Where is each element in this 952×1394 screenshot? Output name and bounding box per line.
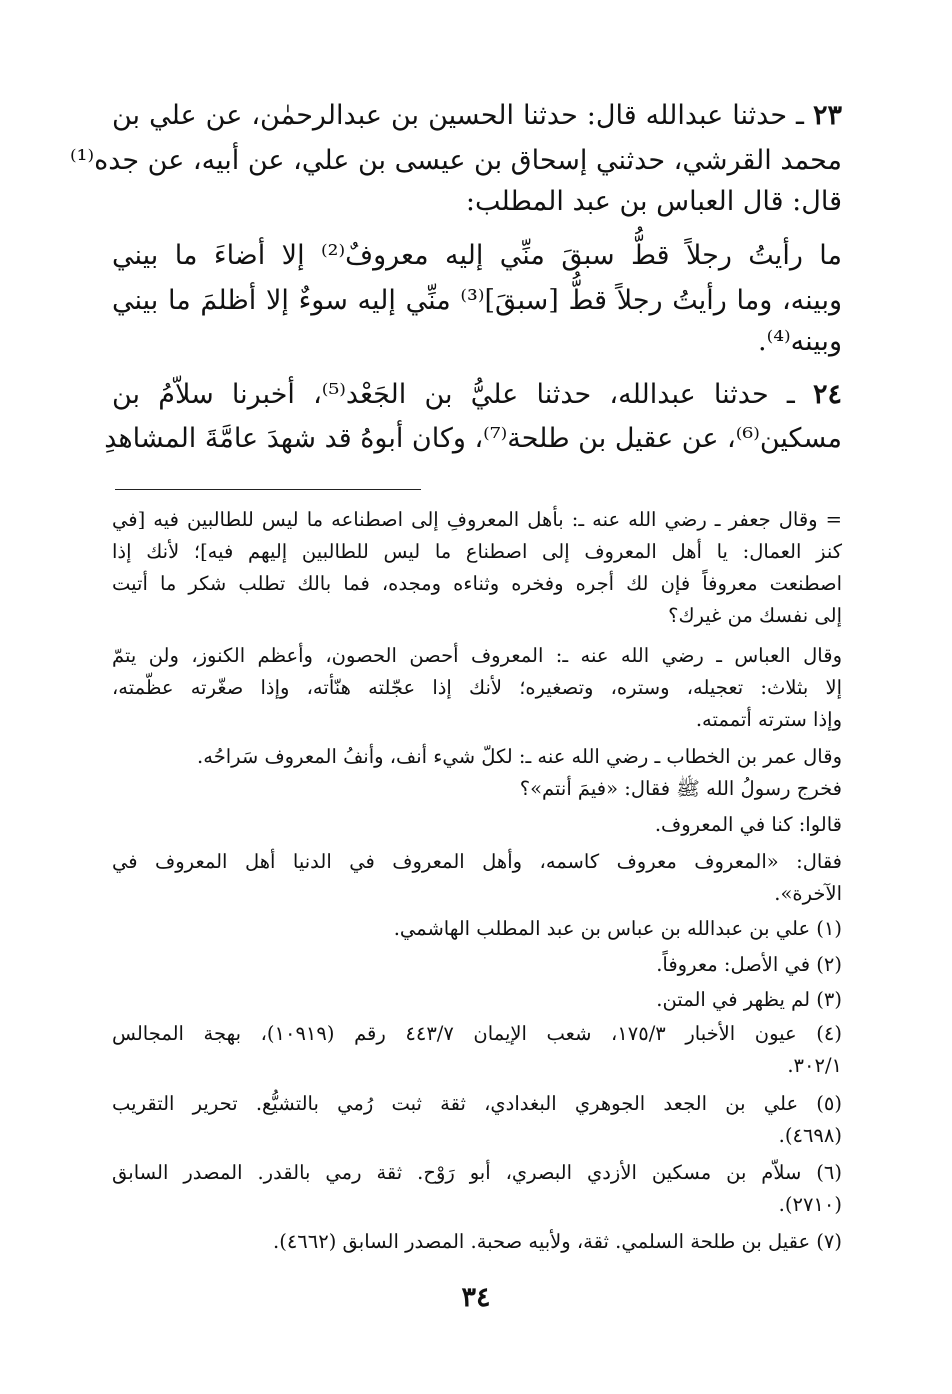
footnote-line: وقال عمر بن الخطاب ـ رضي الله عنه ـ: لكلّ شيء أنف، وأنفُ المعروف سَراحُه. bbox=[197, 745, 842, 768]
footnote-6-cont: (٢٧١٠). bbox=[778, 1193, 842, 1216]
quote-line-2: وبينه، وما رأيتُ رجلاً قطُّ [سبقَ]⁽³⁾ منِّي إليه سوءٌ إلا أظلمَ ما بيني bbox=[112, 285, 842, 316]
footnote-line: إلى نفسك من غيرك؟ bbox=[668, 604, 842, 627]
footnote-line: فقال: «المعروف معروف كاسمه، وأهل المعروف في الدنيا أهل المعروف في bbox=[112, 850, 842, 873]
hadith-23-line-1 bbox=[112, 96, 842, 138]
footnote-line: كنز العمال: يا أهل المعروف إلى اصطناع ما ليس للطالبين إليهم فيه]؛ لأنك إذا bbox=[112, 540, 842, 563]
page-number: ٣٤ bbox=[461, 1282, 491, 1313]
footnote-line: قالوا: كنا في المعروف. bbox=[654, 813, 842, 836]
footnote-line: وقال العباس ـ رضي الله عنه ـ: المعروف أحصن الحصون، وأعظم الكنوز، ولن يتمّ bbox=[112, 644, 842, 667]
footnote-line: إلا بثلاث: تعجيله، وستره، وتصغيره؛ لأنك إذا عجّلته هنّأته، وإذا صغّرته عظّمته، bbox=[112, 676, 842, 699]
footnote-5: (٥) علي بن الجعد الجوهري البغدادي، ثقة ثبت رُمي بالتشيُّع. تحرير التقريب bbox=[112, 1092, 842, 1115]
hadith-23-line-2: محمد القرشي، حدثني إسحاق بن عيسى بن علي، عن أبيه، عن جده⁽¹⁾ bbox=[69, 145, 842, 176]
footnote-4-cont: ٣٠٢/١. bbox=[787, 1054, 842, 1077]
footnote-separator bbox=[115, 489, 421, 490]
hadith-text: ـ حدثنا عبدالله، حدثنا عليُّ بن الجَعْد⁽⁵⁾، أخبرنا سلاّمُ بن bbox=[112, 379, 795, 410]
footnote-line: = وقال جعفر ـ رضي الله عنه ـ: بأهل المعروفِ إلى اصطناعه ما ليس للطالبين فيه [في bbox=[112, 508, 842, 531]
hadith-24-line-2: مسكين⁽⁶⁾، عن عقيل بن طلحة⁽⁷⁾، وكان أبوهُ قد شهدَ عامَّةَ المشاهدِ bbox=[104, 423, 842, 454]
hadith-text: ـ حدثنا عبدالله قال: حدثنا الحسين بن عبدالرحمٰن، عن علي بن bbox=[112, 100, 804, 131]
footnote-line: اصطنعت معروفاً فإن لك أجره وفخره وثناءه ومجده، فما بالك تطلب شكر ما أتيت bbox=[112, 572, 842, 595]
footnote-1: (١) علي بن عبدالله بن عباس بن عبد المطلب الهاشمي. bbox=[393, 917, 842, 940]
hadith-number: ٢٣ bbox=[812, 100, 842, 131]
quote-line-3: وبينه⁽⁴⁾. bbox=[757, 326, 842, 357]
footnote-4: (٤) عيون الأخبار ١٧٥/٣، شعب الإيمان ٤٤٣/٧ رقم (١٠٩١٩)، بهجة المجالس bbox=[112, 1022, 842, 1045]
footnote-line: وإذا سترته أتممته. bbox=[695, 708, 842, 731]
hadith-24-line-1 bbox=[112, 375, 842, 417]
hadith-number: ٢٤ bbox=[812, 379, 842, 410]
quote-line-1: ما رأيتُ رجلاً قطُّ سبقَ منِّي إليه معروفٌ⁽²⁾ إلا أضاءَ ما بيني bbox=[112, 240, 842, 271]
footnote-7: (٧) عقيل بن طلحة السلمي. ثقة، ولأبيه صحبة. المصدر السابق (٤٦٦٢). bbox=[273, 1230, 842, 1253]
footnote-6: (٦) سلاّم بن مسكين الأزدي البصري، أبو رَوْح. ثقة رمي بالقدر. المصدر السابق bbox=[112, 1161, 842, 1184]
footnote-3: (٣) لم يظهر في المتن. bbox=[656, 988, 842, 1011]
footnote-2: (٢) في الأصل: معروفاً. bbox=[656, 953, 842, 976]
footnote-line: فخرج رسولُ الله ﷺ فقال: «فيمَ أنتم»؟ bbox=[519, 777, 842, 800]
hadith-23-line-3: قال: قال العباس بن عبد المطلب: bbox=[465, 186, 842, 217]
footnote-5-cont: (٤٦٩٨). bbox=[778, 1124, 842, 1147]
footnote-line: الآخرة». bbox=[774, 882, 842, 905]
